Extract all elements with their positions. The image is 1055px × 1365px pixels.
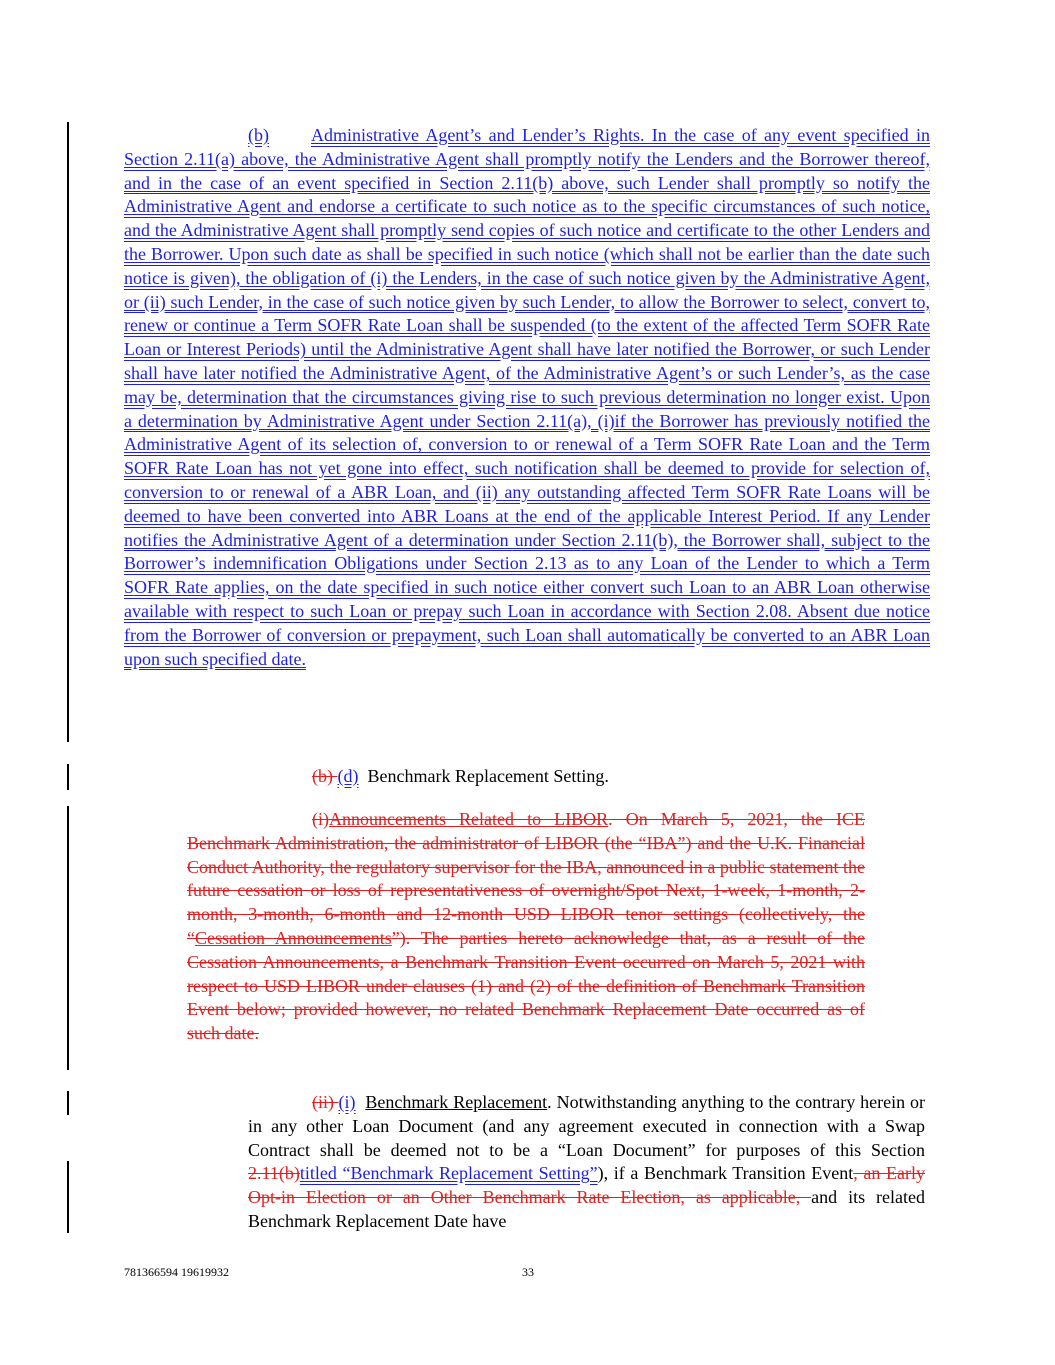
deleted-title: Announcements Related to LIBOR xyxy=(329,809,609,829)
inserted-number: (i) xyxy=(338,1092,356,1112)
inserted-reference: titled “Benchmark Replacement Setting” xyxy=(299,1163,598,1184)
deleted-number: (i) xyxy=(312,809,329,829)
paragraph-text: and its related Benchmark Replacement Date have xyxy=(248,1187,925,1231)
paragraph-title: Benchmark Replacement xyxy=(365,1092,548,1112)
paragraph-text: ), if a Benchmark Transition Event xyxy=(597,1163,854,1184)
page-number: 33 xyxy=(522,1265,534,1279)
deleted-term: Cessation Announcements xyxy=(195,927,392,948)
deleted-number: (b) xyxy=(312,766,338,786)
paragraph-admin-agent-rights xyxy=(124,124,930,671)
paragraph-text: . Notwithstanding anything to the contrary herein or in any other Loan Document (and any agreement executed in connection with a Swap Contract shall be deemed not to be a “Loan Document” for purposes of this Section xyxy=(248,1092,925,1160)
change-bar xyxy=(67,122,69,742)
paragraph-benchmark-replacement xyxy=(248,1091,925,1234)
deleted-text: ”). The parties hereto acknowledge that, as a result of the Cessation Announcements, a Benchmark Transition Event occurred on March 5, 2021 with respect to USD LIBOR under clauses (1) and (2) of the definition of Benchmark Transition Event below; provided however, no related Benchmark Replacement Date occurred as of such date. xyxy=(187,927,865,1044)
paragraph-lead xyxy=(312,1091,356,1115)
document-id: 781366594 19619932 xyxy=(124,1265,229,1279)
deleted-number: (ii) xyxy=(312,1092,339,1112)
section-title: Benchmark Replacement Setting. xyxy=(367,766,609,786)
change-bar xyxy=(67,1161,69,1233)
paragraph-body: Administrative Agent’s and Lender’s Rights. In the case of any event specified in Section 2.11(a) above, the Administrative Agent shall promptly notify the Lenders and the Borrower thereof, and in the case of an event specified in Section 2.11(b) above, such Lender shall promptly so notify the Administrative Agent and endorse a certificate to such notice as to the specific circumstances of such notice, and the Administrative Agent shall promptly send copies of such notice and certificate to the other Lenders and the Borrower. Upon such date as shall be specified in such notice (which shall not be earlier than the date such notice is given), the obligation of (i) the Lenders, in the case of such notice given by the Administrative Agent, or (ii) such Lender, in the case of such notice given by such Lender, to allow the Borrower to select, convert to, renew or continue a Term SOFR Rate Loan shall be suspended (to the extent of the affected Term SOFR Rate Loan or Interest Periods) until the Administrative Agent shall have later notified the Borrower, or such Lender shall have later notified the Administrative Agent, of the Administrative Agent’s or such Lender’s, as the case may be, determination that the circumstances giving rise to such previous determination no longer exist. Upon a determination by Administrative Agent under Section 2.11(a), (i)if the Borrower has previously notified the Administrative Agent of its selection of, conversion to or renewal of a Term SOFR Rate Loan and the Term SOFR Rate Loan has not yet gone into effect, such notification shall be deemed to provide for selection of, conversion to or renewal of a ABR Loan, and (ii) any outstanding affected Term SOFR Rate Loans will be deemed to have been converted into ABR Loans at the end of the applicable Interest Period. If any Lender notifies the Administrative Agent of a determination under Section 2.11(b), the Borrower shall, subject to the Borrower’s indemnification Obligations under Section 2.13 as to any Loan of the Lender to which a Term SOFR Rate applies, on the date specified in such notice either convert such Loan to an ABR Loan otherwise available with respect to such Loan or prepay such Loan in accordance with Section 2.08. Absent due notice from the Borrower of conversion or prepayment, such Loan shall automatically be converted to an ABR Loan upon such specified date. xyxy=(124,125,930,669)
inserted-number: (d) xyxy=(337,766,359,786)
change-bar xyxy=(67,806,69,1070)
deleted-text: . On March 5, 2021, the ICE Benchmark Administration, the administrator of LIBOR (the “IBA”) and the U.K. Financial Conduct Authority, the regulatory supervisor for the IBA, announced in a public statement the future cessation or loss of representativeness of overnight/Spot Next, 1-week, 1-month, 2-month, 3-month, 6-month and 12-month USD LIBOR tenor settings (collectively, the “ xyxy=(187,809,866,948)
change-bar xyxy=(67,764,69,790)
deleted-paragraph-libor xyxy=(187,808,865,1046)
paragraph-number: (b) xyxy=(248,125,269,145)
section-heading xyxy=(312,764,609,788)
change-bar xyxy=(67,1091,69,1115)
deleted-clause: , an Early Opt-in Election or an Other Benchmark Rate Election, as applicable, xyxy=(248,1163,925,1208)
deleted-reference: 2.11(b) xyxy=(248,1163,300,1184)
